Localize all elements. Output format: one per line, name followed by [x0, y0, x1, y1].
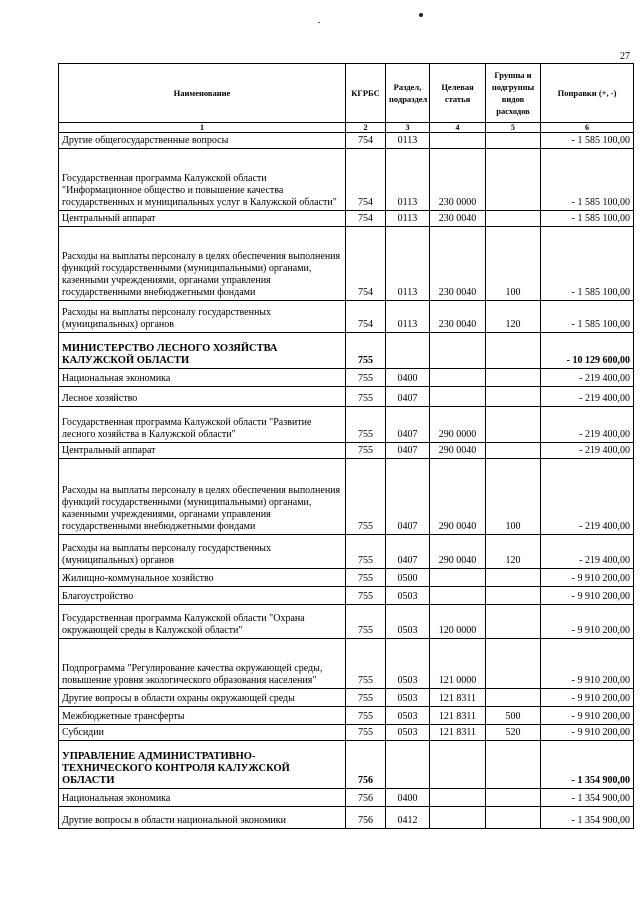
column-number-row — [59, 123, 634, 133]
row-target: 121 8311 — [430, 689, 486, 707]
row-name: УПРАВЛЕНИЕ АДМИНИСТРАТИВНО-ТЕХНИЧЕСКОГО КОНТРОЛЯ КАЛУЖСКОЙ ОБЛАСТИ — [59, 741, 346, 789]
row-group — [486, 639, 541, 689]
table-row — [59, 535, 634, 569]
row-group — [486, 149, 541, 211]
row-group — [486, 689, 541, 707]
row-section: 0407 — [386, 407, 430, 443]
row-amount: - 9 910 200,00 — [541, 689, 634, 707]
row-kgrbs: 755 — [346, 333, 386, 369]
row-name: Государственная программа Калужской области "Охрана окружающей среды в Калужской области" — [59, 605, 346, 639]
row-kgrbs: 755 — [346, 407, 386, 443]
row-section: 0113 — [386, 211, 430, 227]
table-row — [59, 725, 634, 741]
row-section: 0500 — [386, 569, 430, 587]
table-row — [59, 227, 634, 301]
row-group — [486, 587, 541, 605]
row-section: 0503 — [386, 587, 430, 605]
row-section: 0503 — [386, 689, 430, 707]
row-amount: - 219 400,00 — [541, 459, 634, 535]
table-row-ministry — [59, 333, 634, 369]
row-group: 120 — [486, 301, 541, 333]
row-name: Подпрограмма "Регулирование качества окружающей среды, повышение уровня экологического образования населения" — [59, 639, 346, 689]
row-name: Другие общегосударственные вопросы — [59, 133, 346, 149]
row-section: 0407 — [386, 387, 430, 407]
row-target — [430, 387, 486, 407]
row-section: 0503 — [386, 707, 430, 725]
row-name: Жилищно-коммунальное хозяйство — [59, 569, 346, 587]
column-number: 3 — [386, 123, 430, 133]
row-amount: - 219 400,00 — [541, 535, 634, 569]
row-name: Лесное хозяйство — [59, 387, 346, 407]
row-kgrbs: 756 — [346, 807, 386, 829]
row-group: 520 — [486, 725, 541, 741]
table-header-row — [59, 64, 634, 123]
scan-speck — [318, 22, 320, 23]
row-section: 0113 — [386, 227, 430, 301]
row-group: 100 — [486, 459, 541, 535]
row-kgrbs: 756 — [346, 741, 386, 789]
row-group: 120 — [486, 535, 541, 569]
row-amount: - 219 400,00 — [541, 407, 634, 443]
row-target: 120 0000 — [430, 605, 486, 639]
row-name: Государственная программа Калужской области "Информационное общество и повышение качества государственных и муниципальных услуг в Калужской области" — [59, 149, 346, 211]
table-row — [59, 459, 634, 535]
row-kgrbs: 755 — [346, 369, 386, 387]
row-kgrbs: 755 — [346, 725, 386, 741]
row-target — [430, 333, 486, 369]
table-row — [59, 133, 634, 149]
row-kgrbs: 754 — [346, 227, 386, 301]
row-kgrbs: 755 — [346, 443, 386, 459]
row-amount: - 1 354 900,00 — [541, 789, 634, 807]
header-target: Целевая статья — [430, 64, 486, 123]
table-row — [59, 807, 634, 829]
column-number: 4 — [430, 123, 486, 133]
row-group — [486, 741, 541, 789]
row-amount: - 9 910 200,00 — [541, 587, 634, 605]
table-row — [59, 689, 634, 707]
row-amount: - 1 585 100,00 — [541, 211, 634, 227]
header-groups: Группы и подгруппы видов расходов — [486, 64, 541, 123]
row-target: 290 0040 — [430, 443, 486, 459]
row-kgrbs: 755 — [346, 605, 386, 639]
row-amount: - 1 585 100,00 — [541, 133, 634, 149]
row-section: 0503 — [386, 639, 430, 689]
table-row-ministry — [59, 741, 634, 789]
row-name: Расходы на выплаты персоналу государственных (муниципальных) органов — [59, 301, 346, 333]
row-target: 230 0040 — [430, 301, 486, 333]
row-name: Расходы на выплаты персоналу в целях обеспечения выполнения функций государственными (муниципальными) органами, казенными учреждениями, органами управления государственными внебюджетными фондами — [59, 459, 346, 535]
row-kgrbs: 756 — [346, 789, 386, 807]
row-amount: - 219 400,00 — [541, 443, 634, 459]
row-amount: - 219 400,00 — [541, 387, 634, 407]
scan-speck — [419, 13, 423, 17]
row-target: 121 8311 — [430, 725, 486, 741]
row-section: 0407 — [386, 535, 430, 569]
row-kgrbs: 754 — [346, 133, 386, 149]
row-kgrbs: 755 — [346, 535, 386, 569]
row-amount: - 9 910 200,00 — [541, 707, 634, 725]
column-number: 5 — [486, 123, 541, 133]
row-group — [486, 387, 541, 407]
row-amount: - 10 129 600,00 — [541, 333, 634, 369]
row-name: Национальная экономика — [59, 369, 346, 387]
row-target: 230 0040 — [430, 211, 486, 227]
row-amount: - 1 354 900,00 — [541, 741, 634, 789]
row-section — [386, 333, 430, 369]
row-amount: - 9 910 200,00 — [541, 569, 634, 587]
row-name: Благоустройство — [59, 587, 346, 605]
row-section: 0113 — [386, 149, 430, 211]
row-kgrbs: 755 — [346, 587, 386, 605]
row-target — [430, 133, 486, 149]
row-kgrbs: 755 — [346, 569, 386, 587]
row-amount: - 1 585 100,00 — [541, 227, 634, 301]
row-kgrbs: 755 — [346, 639, 386, 689]
row-target — [430, 587, 486, 605]
row-target — [430, 807, 486, 829]
row-kgrbs: 754 — [346, 149, 386, 211]
row-group — [486, 789, 541, 807]
column-number: 2 — [346, 123, 386, 133]
row-kgrbs: 755 — [346, 707, 386, 725]
page-number: 27 — [620, 51, 630, 62]
row-target — [430, 569, 486, 587]
table-row — [59, 443, 634, 459]
row-name: Субсидии — [59, 725, 346, 741]
header-section: Раздел, подраздел — [386, 64, 430, 123]
row-group: 100 — [486, 227, 541, 301]
row-group — [486, 369, 541, 387]
row-kgrbs: 754 — [346, 211, 386, 227]
row-section: 0503 — [386, 605, 430, 639]
header-name: Наименование — [59, 64, 346, 123]
row-kgrbs: 754 — [346, 301, 386, 333]
table-row — [59, 301, 634, 333]
row-group — [486, 605, 541, 639]
table-row — [59, 639, 634, 689]
row-name: Расходы на выплаты персоналу государственных (муниципальных) органов — [59, 535, 346, 569]
table-row — [59, 605, 634, 639]
row-amount: - 9 910 200,00 — [541, 639, 634, 689]
row-target: 290 0000 — [430, 407, 486, 443]
row-target: 121 0000 — [430, 639, 486, 689]
row-section: 0113 — [386, 301, 430, 333]
table-row — [59, 789, 634, 807]
table-row — [59, 211, 634, 227]
row-name: Расходы на выплаты персоналу в целях обеспечения выполнения функций государственными (муниципальными) органами, казенными учреждениями, органами управления государственными внебюджетными фондами — [59, 227, 346, 301]
row-target — [430, 369, 486, 387]
column-number: 6 — [541, 123, 634, 133]
row-group: 500 — [486, 707, 541, 725]
row-group — [486, 133, 541, 149]
row-kgrbs: 755 — [346, 689, 386, 707]
row-group — [486, 569, 541, 587]
column-number: 1 — [59, 123, 346, 133]
row-amount: - 9 910 200,00 — [541, 725, 634, 741]
row-section: 0400 — [386, 789, 430, 807]
row-name: Центральный аппарат — [59, 443, 346, 459]
row-group — [486, 443, 541, 459]
header-amendments: Поправки (+, -) — [541, 64, 634, 123]
row-kgrbs: 755 — [346, 459, 386, 535]
table-row — [59, 407, 634, 443]
row-target: 230 0000 — [430, 149, 486, 211]
row-group — [486, 807, 541, 829]
table-row — [59, 369, 634, 387]
row-section: 0407 — [386, 459, 430, 535]
row-section: 0113 — [386, 133, 430, 149]
row-name: Центральный аппарат — [59, 211, 346, 227]
table-row — [59, 587, 634, 605]
row-amount: - 1 585 100,00 — [541, 301, 634, 333]
row-target: 230 0040 — [430, 227, 486, 301]
row-section: 0503 — [386, 725, 430, 741]
row-section: 0407 — [386, 443, 430, 459]
row-section — [386, 741, 430, 789]
table-row — [59, 149, 634, 211]
row-amount: - 9 910 200,00 — [541, 605, 634, 639]
row-target: 290 0040 — [430, 459, 486, 535]
row-section: 0400 — [386, 369, 430, 387]
row-group — [486, 333, 541, 369]
row-section: 0412 — [386, 807, 430, 829]
row-target: 121 8311 — [430, 707, 486, 725]
row-target — [430, 741, 486, 789]
row-amount: - 1 354 900,00 — [541, 807, 634, 829]
table-row — [59, 387, 634, 407]
row-name: Другие вопросы в области охраны окружающей среды — [59, 689, 346, 707]
row-name: МИНИСТЕРСТВО ЛЕСНОГО ХОЗЯЙСТВА КАЛУЖСКОЙ ОБЛАСТИ — [59, 333, 346, 369]
row-name: Государственная программа Калужской области "Развитие лесного хозяйства в Калужской области" — [59, 407, 346, 443]
table-row — [59, 707, 634, 725]
row-target: 290 0040 — [430, 535, 486, 569]
row-group — [486, 407, 541, 443]
row-amount: - 1 585 100,00 — [541, 149, 634, 211]
row-name: Национальная экономика — [59, 789, 346, 807]
table-row — [59, 569, 634, 587]
row-kgrbs: 755 — [346, 387, 386, 407]
header-kgrbs: КГРБС — [346, 64, 386, 123]
row-name: Другие вопросы в области национальной экономики — [59, 807, 346, 829]
row-name: Межбюджетные трансферты — [59, 707, 346, 725]
budget-amendments-table — [58, 63, 634, 829]
row-amount: - 219 400,00 — [541, 369, 634, 387]
row-group — [486, 211, 541, 227]
row-target — [430, 789, 486, 807]
